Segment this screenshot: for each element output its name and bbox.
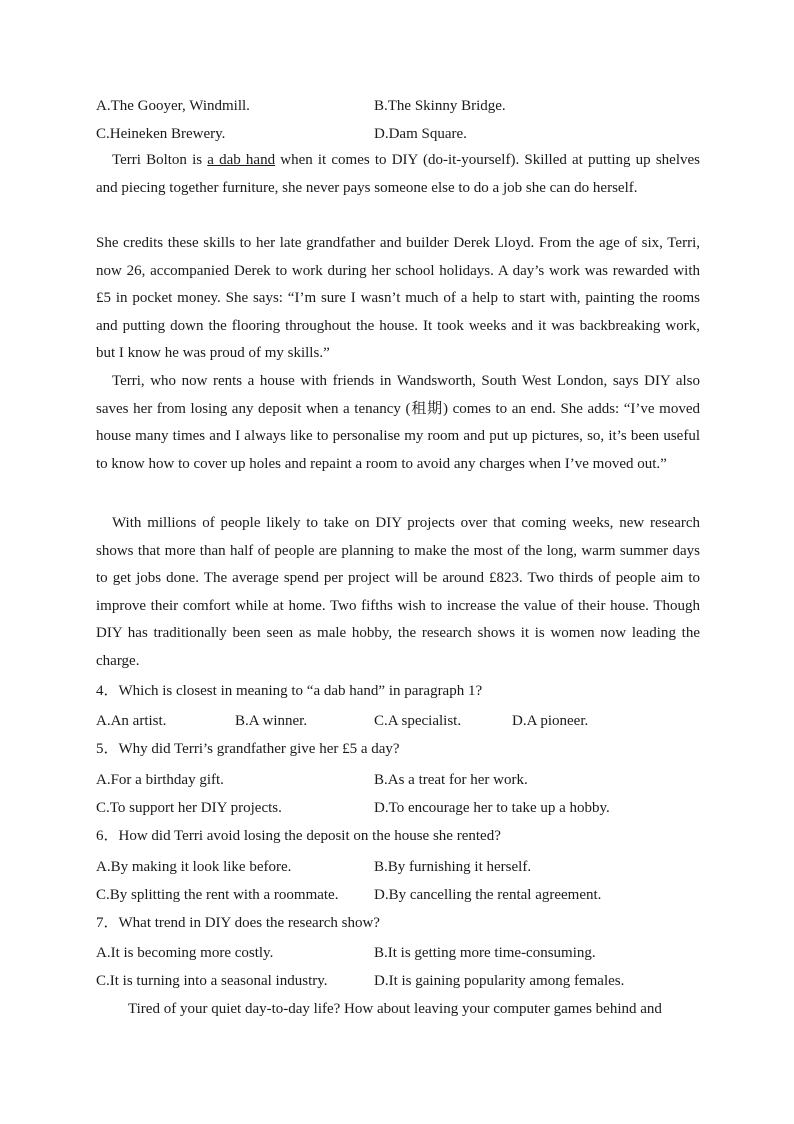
q5-option-c: C.To support her DIY projects. — [96, 800, 282, 816]
question-7-stem: 7．What trend in DIY does the research show? — [96, 915, 380, 931]
passage-paragraph-2: She credits these skills to her late grandfather and builder Derek Lloyd. From the age of six, Terri, now 26, accompanied Derek to work during her school holidays. A day’s work was rewarded with £5 in pocket money. She says: “I’m sure I wasn’t much of a help to start with, painting the rooms and putting down the flooring throughout the house. It took weeks and it was backbreaking work, but I know he was proud of my skills.” — [96, 235, 700, 362]
question-6-stem: 6．How did Terri avoid losing the deposit on the house she rented? — [96, 828, 501, 844]
q7-option-d: D.It is gaining popularity among females. — [374, 973, 625, 989]
q4-option-d: D.A pioneer. — [512, 713, 589, 729]
q7-option-c: C.It is turning into a seasonal industry. — [96, 973, 328, 989]
passage-paragraph-1 — [96, 147, 700, 202]
q6-option-d: D.By cancelling the rental agreement. — [374, 887, 602, 903]
q7-option-a: A.It is becoming more costly. — [96, 945, 274, 961]
q6-option-a: A.By making it look like before. — [96, 859, 292, 875]
p1-start-text: Terri Bolton is — [112, 152, 208, 168]
q5-option-d: D.To encourage her to take up a hobby. — [374, 800, 610, 816]
passage-paragraph-3: Terri, who now rents a house with friends in Wandsworth, South West London, says DIY also saves her from losing any deposit when a tenancy (租期) comes to an end. She adds: “I’ve moved house many times and I always like to personalise my room and put up pictures, so, it’s been useful to know how to cover up holes and repaint a room to avoid any charges when I’ve moved out.” — [96, 373, 700, 472]
q3-option-c: C.Heineken Brewery. — [96, 126, 226, 142]
q5-option-b: B.As a treat for her work. — [374, 772, 528, 788]
p1-end-text: when it comes to DIY (do-it-yourself). Skilled at putting up shelves and piecing together furniture, she never pays someone else to do a job she can do herself. — [96, 152, 700, 196]
q6-option-c: C.By splitting the rent with a roommate. — [96, 887, 339, 903]
q6-option-b: B.By furnishing it herself. — [374, 859, 532, 875]
q3-option-b: B.The Skinny Bridge. — [374, 98, 506, 114]
next-passage-first-line: Tired of your quiet day-to-day life? How about leaving your computer games behind and — [128, 1001, 662, 1017]
q5-option-a: A.For a birthday gift. — [96, 772, 224, 788]
q3-option-d: D.Dam Square. — [374, 126, 467, 142]
q3-option-a: A.The Gooyer, Windmill. — [96, 98, 250, 114]
underlined-phrase: a dab hand — [207, 152, 276, 168]
q4-option-c: C.A specialist. — [374, 713, 462, 729]
q4-option-a: A.An artist. — [96, 713, 167, 729]
question-5-stem: 5．Why did Terri’s grandfather give her £5 a day? — [96, 741, 400, 757]
q7-option-b: B.It is getting more time-consuming. — [374, 945, 596, 961]
question-4-stem: 4．Which is closest in meaning to “a dab hand” in paragraph 1? — [96, 683, 483, 699]
passage-paragraph-4: With millions of people likely to take on DIY projects over that coming weeks, new research shows that more than half of people are planning to make the most of the long, warm summer days to get jobs done. The average spend per project will be around £823. Two thirds of people aim to improve their comfort while at home. Two fifths wish to increase the value of their house. Though DIY has traditionally been seen as male hobby, the research shows it is women now leading the charge. — [96, 515, 700, 669]
q4-option-b: B.A winner. — [235, 713, 308, 729]
